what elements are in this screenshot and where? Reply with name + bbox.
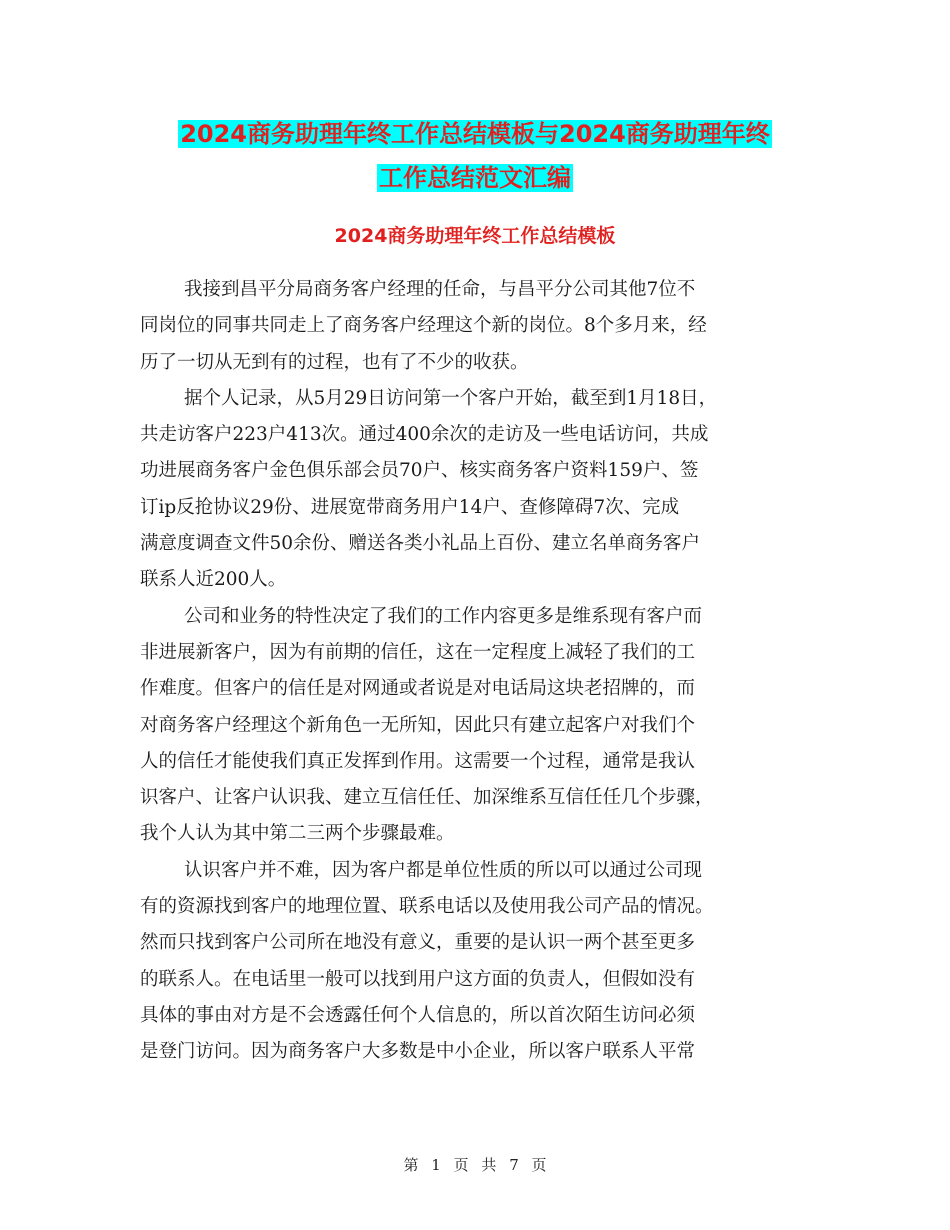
body-line: 联系人近200人。 <box>140 569 287 591</box>
document-title-line-2 <box>0 156 950 200</box>
body-line: 功进展商务客户金色俱乐部会员70户、核实商务客户资料159户、签 <box>140 460 699 482</box>
body-line: 是登门访问。因为商务客户大多数是中小企业，所以客户联系人平常 <box>140 1041 696 1063</box>
body-line: 非进展新客户，因为有前期的信任，这在一定程度上减轻了我们的工 <box>140 641 696 663</box>
body-line: 作难度。但客户的信任是对网通或者说是对电话局这块老招牌的，而 <box>140 678 696 700</box>
page-label: 页 <box>531 1156 547 1174</box>
document-title-line-1-text: 2024商务助理年终工作总结模板与2024商务助理年终 <box>180 120 770 148</box>
body-line: 有的资源找到客户的地理位置、联系电话以及使用我公司产品的情况。 <box>140 896 714 918</box>
body-line: 然而只找到客户公司所在地没有意义，重要的是认识一两个甚至更多 <box>140 932 696 954</box>
body-line: 我个人认为其中第二三两个步骤最难。 <box>140 823 455 845</box>
total-page-count: 7 <box>509 1156 519 1174</box>
body-line: 订ip反抢协议29份、进展宽带商务用户14户、查修障碍7次、完成 <box>140 496 680 518</box>
section-title: 2024商务助理年终工作总结模板 <box>334 225 616 247</box>
page-label: 页 <box>453 1156 469 1174</box>
page-footer <box>0 1153 950 1177</box>
body-line: 人的信任才能使我们真正发挥到作用。这需要一个过程，通常是我认 <box>140 750 696 772</box>
body-line: 据个人记录，从5月29日访问第一个客户开始，截至到1月18日， <box>184 387 718 409</box>
body-text <box>140 272 824 1071</box>
body-line: 我接到昌平分局商务客户经理的任命，与昌平分公司其他7位不 <box>184 279 696 300</box>
body-line: 公司和业务的特性决定了我们的工作内容更多是维系现有客户而 <box>184 605 703 627</box>
body-line: 对商务客户经理这个新角色一无所知，因此只有建立起客户对我们个 <box>140 714 696 736</box>
page-label: 共 <box>481 1156 497 1174</box>
document-title-line-1 <box>0 112 950 156</box>
body-line: 具体的事由对方是不会透露任何个人信息的，所以首次陌生访问必须 <box>140 1004 696 1026</box>
body-line: 共走访客户223户413次。通过400余次的走访及一些电话访问，共成 <box>140 424 709 446</box>
page-label: 第 <box>403 1156 419 1174</box>
document-title <box>0 112 950 200</box>
body-line: 识客户、让客户认识我、建立互信任任、加深维系互信任任几个步骤， <box>140 787 714 809</box>
body-line: 同岗位的同事共同走上了商务客户经理这个新的岗位。8个多月来，经 <box>140 315 707 337</box>
body-line: 满意度调查文件50余份、赠送各类小礼品上百份、建立名单商务客户 <box>140 533 701 555</box>
body-line: 的联系人。在电话里一般可以找到用户这方面的负责人，但假如没有 <box>140 968 696 990</box>
document-title-line-2-text: 工作总结范文汇编 <box>379 164 571 192</box>
body-line: 认识客户并不难，因为客户都是单位性质的所以可以通过公司现 <box>184 859 703 881</box>
body-line: 历了一切从无到有的过程，也有了不少的收获。 <box>140 351 529 373</box>
current-page-number: 1 <box>431 1156 441 1174</box>
